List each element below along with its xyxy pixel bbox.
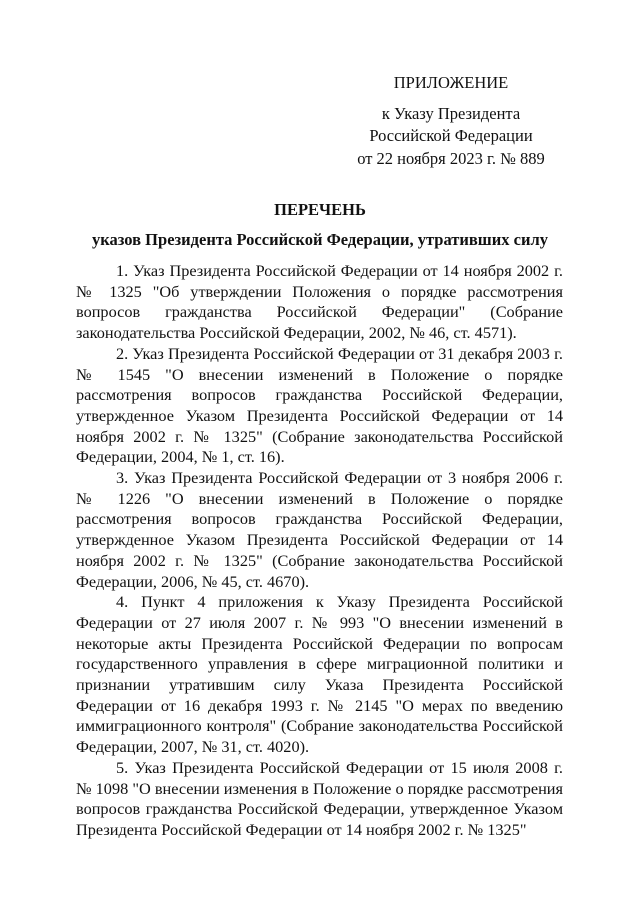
title-block: [60, 199, 580, 251]
document-title: ПЕРЕЧЕНЬ: [274, 200, 366, 219]
list-item: 4. Пункт 4 приложения к Указу Президента Российской Федерации от 27 июля 2007 г. № 993 "О внесении изменений в некоторые акты Президента Российской Федерации по вопросам государственного управления в сфере миграционной политики и признании утратившим силу Указа Президента Российской Федерации от 16 декабря 1993 г. № 2145 "О мерах по введению иммиграционного контроля" (Собрание законодательства Российской Федерации, 2007, № 31, ст. 4020).: [76, 592, 563, 757]
appendix-line: от 22 ноября 2023 г. № 889: [357, 148, 545, 168]
appendix-header: [340, 72, 562, 170]
list-item: 5. Указ Президента Российской Федерации от 15 июля 2008 г. № 1098 "О внесении изменения в Положение о порядке рассмотрения вопросов гражданства Российской Федерации, утвержденное Указом Президента Российской Федерации от 14 ноября 2002 г. № 1325": [76, 757, 563, 839]
document-subtitle: указов Президента Российской Федерации, утративших силу: [92, 230, 548, 249]
list-item: 1. Указ Президента Российской Федерации от 14 ноября 2002 г. № 1325 "Об утверждении Положения о порядке рассмотрения вопросов гражданства Российской Федерации" (Собрание законодательства Российской Федерации, 2002, № 46, ст. 4571).: [76, 261, 563, 343]
appendix-line: Российской Федерации: [369, 126, 533, 145]
list-item: 2. Указ Президента Российской Федерации от 31 декабря 2003 г. № 1545 "О внесении изменений в Положение о порядке рассмотрения вопросов гражданства Российской Федерации, утвержденное Указом Президента Российской Федерации от 14 ноября 2002 г. № 1325" (Собрание законодательства Российской Федерации, 2004, № 1, ст. 16).: [76, 343, 563, 467]
appendix-line: к Указу Президента: [381, 103, 521, 123]
list-item: 3. Указ Президента Российской Федерации от 3 ноября 2006 г. № 1226 "О внесении изменений в Положение о порядке рассмотрения вопросов гражданства Российской Федерации, утвержденное Указом Президента Российской Федерации от 14 ноября 2002 г. № 1325" (Собрание законодательства Российской Федерации, 2006, № 45, ст. 4670).: [76, 468, 563, 591]
decree-list: [76, 261, 563, 841]
appendix-heading: ПРИЛОЖЕНИЕ: [393, 73, 509, 92]
